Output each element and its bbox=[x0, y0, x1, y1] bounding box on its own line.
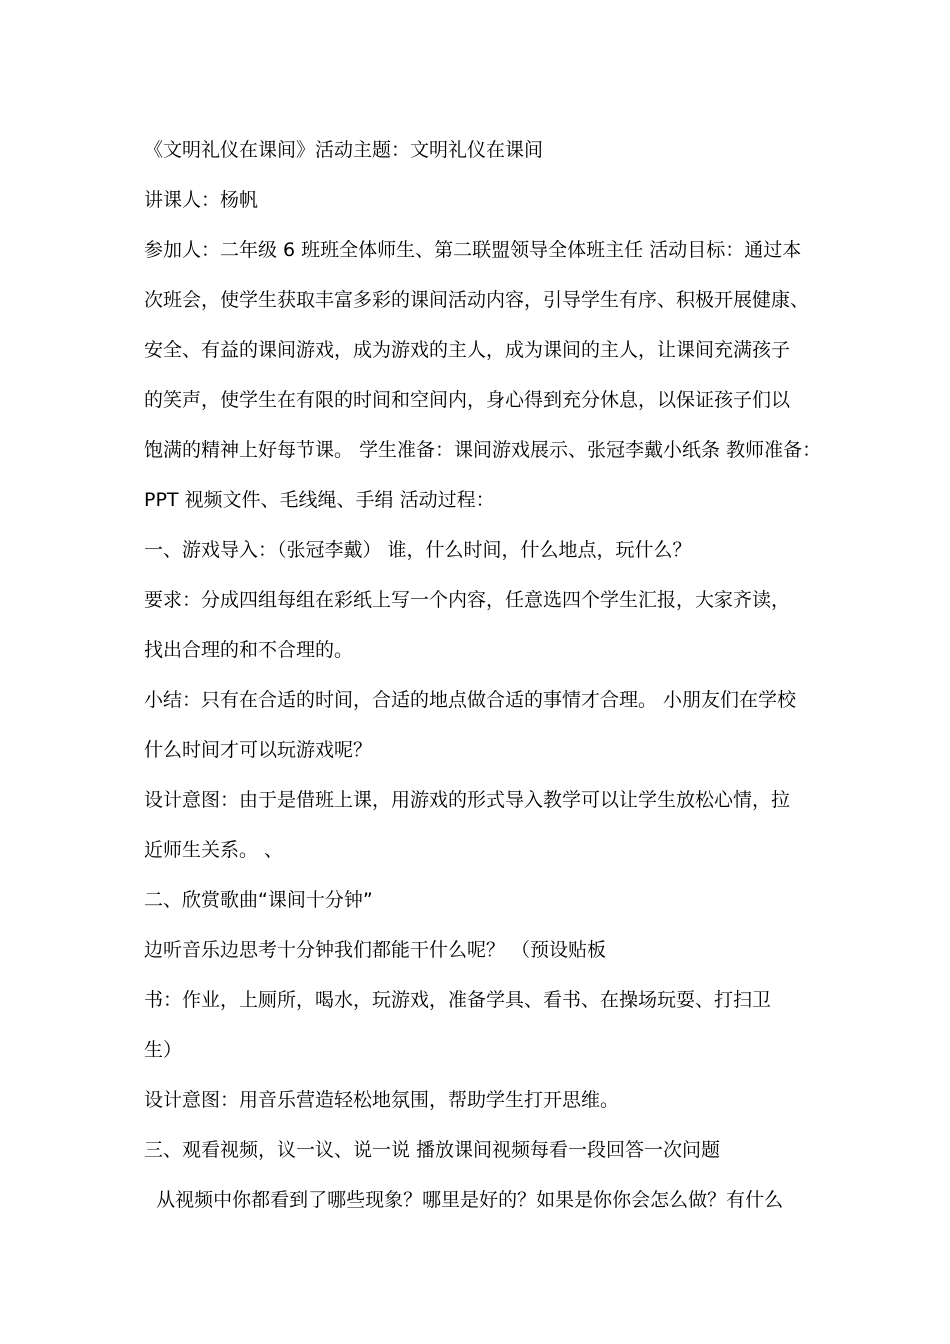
goal-line: 的笑声，使学生在有限的时间和空间内，身心得到充分休息，以保证孩子们以 bbox=[144, 389, 791, 411]
lecturer-line: 讲课人：杨帆 bbox=[144, 189, 259, 211]
section-heading-1: 一、游戏导入：（张冠李戴） 谁，什么时间，什么地点，玩什么？ bbox=[144, 539, 692, 561]
requirement-line: 要求：分成四组每组在彩纸上写一个内容，任意选四个学生汇报，大家齐读， bbox=[144, 589, 791, 611]
preparation-line: 饱满的精神上好每节课。 学生准备：课间游戏展示、张冠李戴小纸条 教师准备： bbox=[144, 439, 822, 461]
document-title-line: 《文明礼仪在课间》活动主题：文明礼仪在课间 bbox=[144, 139, 544, 161]
section-heading-3: 三、观看视频，议一议、说一说 播放课间视频每看一段回答一次问题 bbox=[144, 1139, 721, 1161]
participants-line: 参加人：二年级 6 班班全体师生、第二联盟领导全体班主任 活动目标：通过本 bbox=[144, 239, 802, 261]
preparation-line: PPT 视频文件、毛线绳、手绢 活动过程： bbox=[144, 489, 495, 511]
goal-line: 安全、有益的课间游戏，成为游戏的主人，成为课间的主人，让课间充满孩子 bbox=[144, 339, 791, 361]
goal-line: 次班会，使学生获取丰富多彩的课间活动内容，引导学生有序、积极开展健康、 bbox=[144, 289, 810, 311]
section-heading-2: 二、欣赏歌曲“课间十分钟” bbox=[144, 889, 373, 911]
summary-line: 什么时间才可以玩游戏呢？ bbox=[144, 739, 373, 761]
summary-line: 小结：只有在合适的时间，合适的地点做合适的事情才合理。 小朋友们在学校 bbox=[144, 689, 797, 711]
body-line: 书：作业，上厕所，喝水，玩游戏，准备学具、看书、在操场玩耍、打扫卫 bbox=[144, 989, 772, 1011]
body-line: 边听音乐边思考十分钟我们都能干什么呢？ （预设贴板 bbox=[144, 939, 607, 961]
requirement-line: 找出合理的和不合理的。 bbox=[144, 639, 354, 661]
design-intent-line: 设计意图：用音乐营造轻松地氛围，帮助学生打开思维。 bbox=[144, 1089, 620, 1111]
body-line: 从视频中你都看到了哪些现象？哪里是好的？如果是你你会怎么做？有什么 bbox=[144, 1189, 784, 1211]
design-intent-line: 近师生关系。 、 bbox=[144, 839, 284, 861]
body-line: 生） bbox=[144, 1039, 183, 1061]
design-intent-line: 设计意图：由于是借班上课，用游戏的形式导入教学可以让学生放松心情，拉 bbox=[144, 789, 791, 811]
